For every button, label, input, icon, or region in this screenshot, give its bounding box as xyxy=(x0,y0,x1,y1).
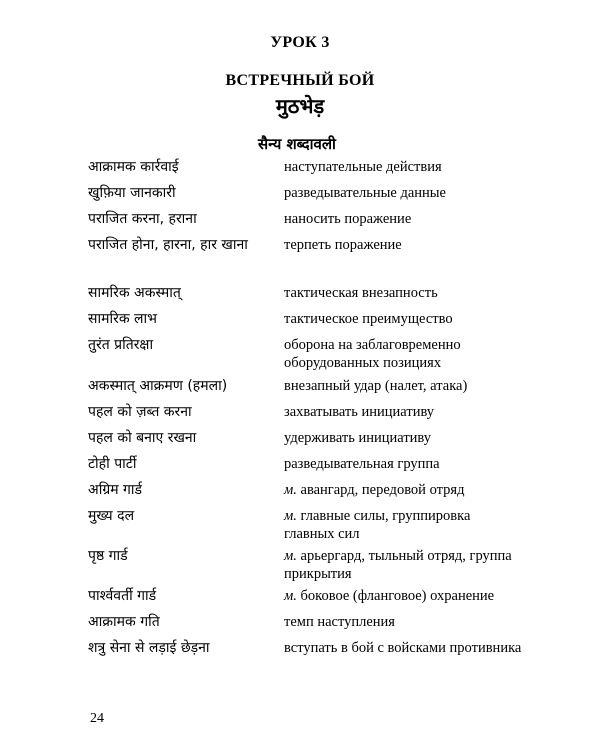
russian-text: вступать в бой с войсками противника xyxy=(284,640,522,656)
russian-text: темп наступления xyxy=(284,614,395,630)
russian-text: захватывать инициативу xyxy=(284,404,435,420)
russian-translation xyxy=(284,335,524,372)
russian-translation xyxy=(284,586,524,605)
russian-translation xyxy=(284,428,524,447)
gender-abbreviation: м. xyxy=(284,508,297,524)
hindi-term: खुफ़िया जानकारी xyxy=(88,185,176,201)
russian-text: внезапный удар (налет, атака) xyxy=(284,378,468,394)
russian-translation xyxy=(284,612,524,631)
russian-translation xyxy=(284,454,524,473)
russian-translation xyxy=(284,506,524,543)
hindi-term: पहल को बनाए रखना xyxy=(88,430,197,446)
lesson-heading: УРОК 3 xyxy=(270,34,330,51)
russian-text: тактическая внезапность xyxy=(284,285,438,301)
russian-text: тактическое преимущество xyxy=(284,311,453,327)
russian-text: наносить поражение xyxy=(284,211,412,227)
russian-translation xyxy=(284,480,524,499)
gender-abbreviation: м. xyxy=(284,482,297,498)
hindi-term: सामरिक लाभ xyxy=(88,311,157,327)
hindi-term: मुख्य दल xyxy=(88,508,135,524)
title-russian: ВСТРЕЧНЫЙ БОЙ xyxy=(225,72,375,89)
hindi-term: पराजित होना, हारना, हार खाना xyxy=(88,237,248,253)
hindi-term: पृष्ठ गार्ड xyxy=(88,548,128,564)
russian-translation xyxy=(284,235,524,254)
russian-translation xyxy=(284,638,524,657)
title-hindi: मुठभेड़ xyxy=(275,94,325,118)
russian-translation xyxy=(284,376,524,395)
hindi-term: पहल को ज़ब्त करना xyxy=(88,404,192,420)
russian-translation xyxy=(284,283,524,302)
hindi-term: तुरंत प्रतिरक्षा xyxy=(88,337,154,353)
gender-abbreviation: м. xyxy=(284,548,297,564)
russian-translation xyxy=(284,157,524,176)
hindi-term: आक्रामक गति xyxy=(88,614,160,630)
gender-abbreviation: м. xyxy=(284,588,297,604)
russian-text: удерживать инициативу xyxy=(284,430,432,446)
section-heading: सैन्य शब्दावली xyxy=(258,135,336,153)
russian-translation xyxy=(284,309,524,328)
hindi-term: अकस्मात् आक्रमण (हमला) xyxy=(88,378,228,394)
russian-translation xyxy=(284,402,524,421)
page-number: 24 xyxy=(90,711,104,726)
russian-text: разведывательные данные xyxy=(284,185,446,201)
russian-text: главные силы, группировка главных сил xyxy=(284,508,471,542)
hindi-term: अग्रिम गार्ड xyxy=(88,482,143,498)
russian-translation xyxy=(284,183,524,202)
russian-text: боковое (фланговое) охранение xyxy=(300,588,495,604)
hindi-term: आक्रामक कार्रवाई xyxy=(88,159,179,175)
russian-text: терпеть поражение xyxy=(284,237,402,253)
russian-text: авангард, передовой отряд xyxy=(300,482,465,498)
russian-text: разведывательная группа xyxy=(284,456,440,472)
hindi-term: टोही पार्टी xyxy=(88,456,137,472)
hindi-term: शत्रु सेना से लड़ाई छेड़ना xyxy=(88,640,210,656)
russian-translation xyxy=(284,209,524,228)
russian-text: оборона на заблаговременно оборудованных позициях xyxy=(284,337,461,371)
hindi-term: पराजित करना, हराना xyxy=(88,211,197,227)
hindi-term: सामरिक अकस्मात् xyxy=(88,285,181,301)
russian-text: арьергард, тыльный отряд, группа прикрытия xyxy=(284,548,512,582)
russian-translation xyxy=(284,546,524,583)
russian-text: наступательные действия xyxy=(284,159,442,175)
hindi-term: पार्श्ववर्ती गार्ड xyxy=(88,588,157,604)
